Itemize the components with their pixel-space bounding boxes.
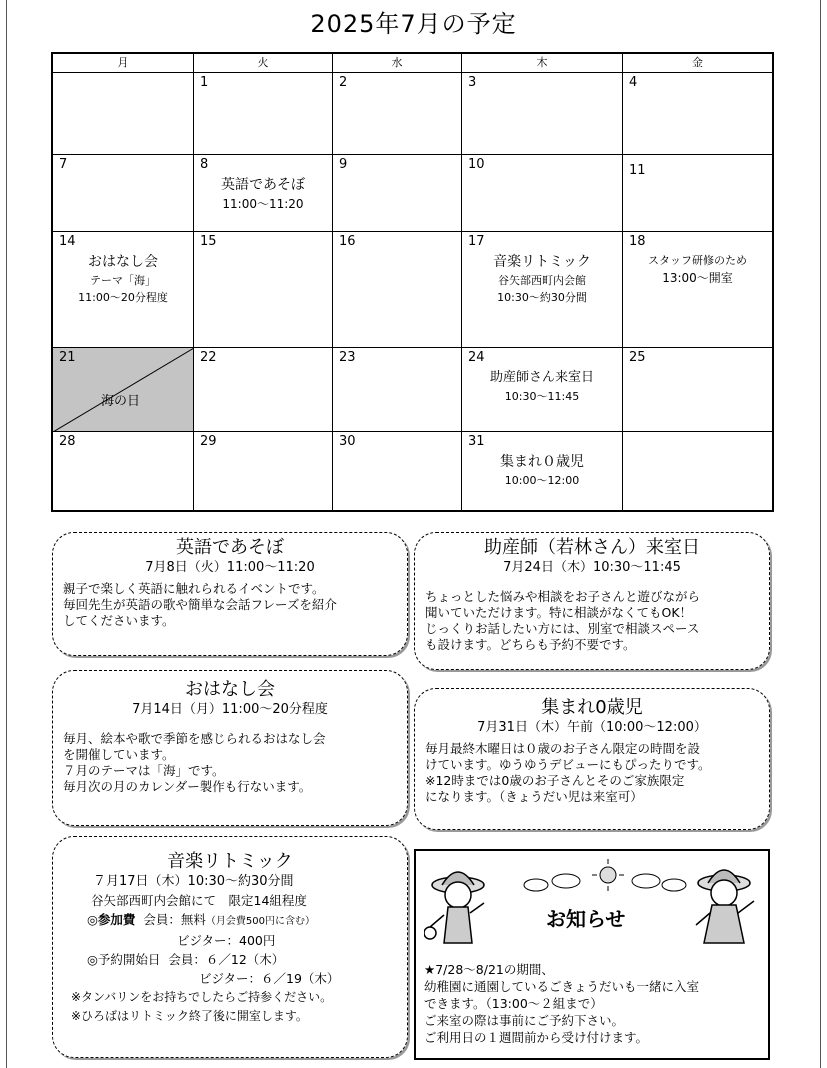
story-date: 7月14日（月）11:00〜20分程度 (132, 702, 328, 717)
child-illustration-right-icon (696, 870, 754, 943)
day-cell: 9 (333, 155, 462, 232)
day-cell: 10 (462, 155, 623, 232)
clouds-sun-icon (524, 859, 686, 891)
day-cell: 11 (623, 155, 772, 232)
day-cell (623, 432, 772, 510)
music-date: ７月17日（木）10:30〜約30分間 (93, 874, 294, 889)
english-description: 親子で楽しく英語に触れられるイベントです。 毎回先生が英語の歌や簡単な会話フレーズを紹介 してくださいます。 (63, 581, 337, 628)
day-cell: 16 (333, 232, 462, 348)
day-cell: 17 音楽リトミック 谷矢部西町内会館 10:30〜約30分間 (462, 232, 623, 348)
weekday-wed: 水 (333, 54, 462, 73)
day-cell: 22 (194, 348, 333, 432)
day-cell: 8 英語であそぼ 11:00〜11:20 (194, 155, 333, 232)
info-box-story (52, 670, 408, 826)
notice-title: お知らせ (546, 907, 626, 931)
day-cell: 24 助産師さん来室日 10:30〜11:45 (462, 348, 623, 432)
weekday-thu: 木 (462, 54, 623, 73)
baby-description: 毎月最終木曜日は０歳のお子さん限定の時間を設 けています。ゆうゆうデビューにもぴったりです。 ※12時までは0歳のお子さんとそのご家族限定 になります。（きょうだい児は来室可） (425, 741, 711, 804)
music-fee-visitor: ビジター：400円 (177, 933, 276, 948)
day-cell: 18 スタッフ研修のため 13:00〜開室 (623, 232, 772, 348)
calendar (51, 52, 774, 512)
event-english: 英語であそぼ 11:00〜11:20 (221, 177, 305, 211)
day-cell (53, 73, 194, 155)
day-cell: 25 (623, 348, 772, 432)
day-cell: 4 (623, 73, 772, 155)
day-cell: 3 (462, 73, 623, 155)
english-title: 英語であそぼ (176, 537, 284, 558)
music-reservation-member: ◎予約開始日 会員：６／12（木） (87, 952, 285, 967)
day-cell: 7 (53, 155, 194, 232)
midwife-description: ちょっとした悩みや相談をお子さんと遊びながら 聞いていただけます。特に相談がなくてもOK！ じっくりお話したい方には、別室で相談スペース も設けます。どちらも予約不要です。 (425, 589, 701, 652)
info-box-midwife (414, 532, 770, 670)
day-cell: 30 (333, 432, 462, 510)
day-cell: 29 (194, 432, 333, 510)
info-box-music (52, 836, 408, 1058)
child-illustration-left-icon (424, 872, 484, 943)
page-title: 2025年7月の予定 (310, 10, 517, 38)
music-title: 音楽リトミック (167, 851, 293, 872)
midwife-date: 7月24日（木）10:30〜11:45 (503, 560, 681, 575)
page-border-right (820, 0, 821, 1068)
baby-title: 集まれ0歳児 (541, 697, 643, 718)
holiday-name: 海の日 (101, 394, 141, 409)
day-cell: 15 (194, 232, 333, 348)
event-story: おはなし会 テーマ「海」 11:00〜20分程度 (78, 254, 168, 304)
music-note-2: ※ひろばはリトミック終了後に開室します。 (71, 1009, 308, 1023)
music-reservation-visitor: ビジター：６／19（木） (199, 971, 340, 986)
event-baby: 集まれ０歳児 10:00〜12:00 (500, 454, 584, 487)
event-staff-training: スタッフ研修のため 13:00〜開室 (648, 254, 747, 285)
notice-box (414, 849, 770, 1060)
baby-date: 7月31日（木）午前（10:00〜12:00） (477, 720, 707, 735)
day-cell-holiday: 21 海の日 (53, 348, 194, 432)
day-cell: 28 (53, 432, 194, 510)
info-box-english (52, 532, 408, 656)
notice-body: ★7/28〜8/21の期間、 幼稚園に通園しているごきょうだいも一緒に入室 できます。（13:00〜２組まで） ご来室の際は事前にご予約下さい。 ご利用日の１週間前から受け付けます。 (424, 962, 700, 1045)
day-cell: 14 おはなし会 テーマ「海」 11:00〜20分程度 (53, 232, 194, 348)
event-midwife: 助産師さん来室日 10:30〜11:45 (489, 370, 594, 403)
weekday-fri: 金 (623, 54, 772, 73)
event-music: 音楽リトミック 谷矢部西町内会館 10:30〜約30分間 (493, 254, 591, 304)
weekday-mon: 月 (53, 54, 194, 73)
page-border-left (6, 0, 7, 1068)
midwife-title: 助産師（若林さん）来室日 (484, 537, 700, 558)
story-title: おはなし会 (185, 679, 275, 700)
weekday-tue: 火 (194, 54, 333, 73)
day-cell: 2 (333, 73, 462, 155)
music-place: 谷矢部西町内会館にて 限定14組程度 (91, 893, 307, 908)
story-description: 毎月、絵本や歌で季節を感じられるおはなし会 を開催しています。 ７月のテーマは「海」です。 毎月次の月のカレンダー製作も行ないます。 (63, 731, 326, 794)
day-cell: 1 (194, 73, 333, 155)
english-date: 7月8日（火）11:00〜11:20 (145, 560, 315, 575)
music-note-1: ※タンバリンをお持ちでしたらご持参ください。 (71, 990, 333, 1004)
day-cell: 23 (333, 348, 462, 432)
music-fee-member: ◎参加費 会員：無料（月会費500円に含む） (87, 912, 315, 927)
day-cell: 31 集まれ０歳児 10:00〜12:00 (462, 432, 623, 510)
info-box-baby (414, 688, 770, 830)
